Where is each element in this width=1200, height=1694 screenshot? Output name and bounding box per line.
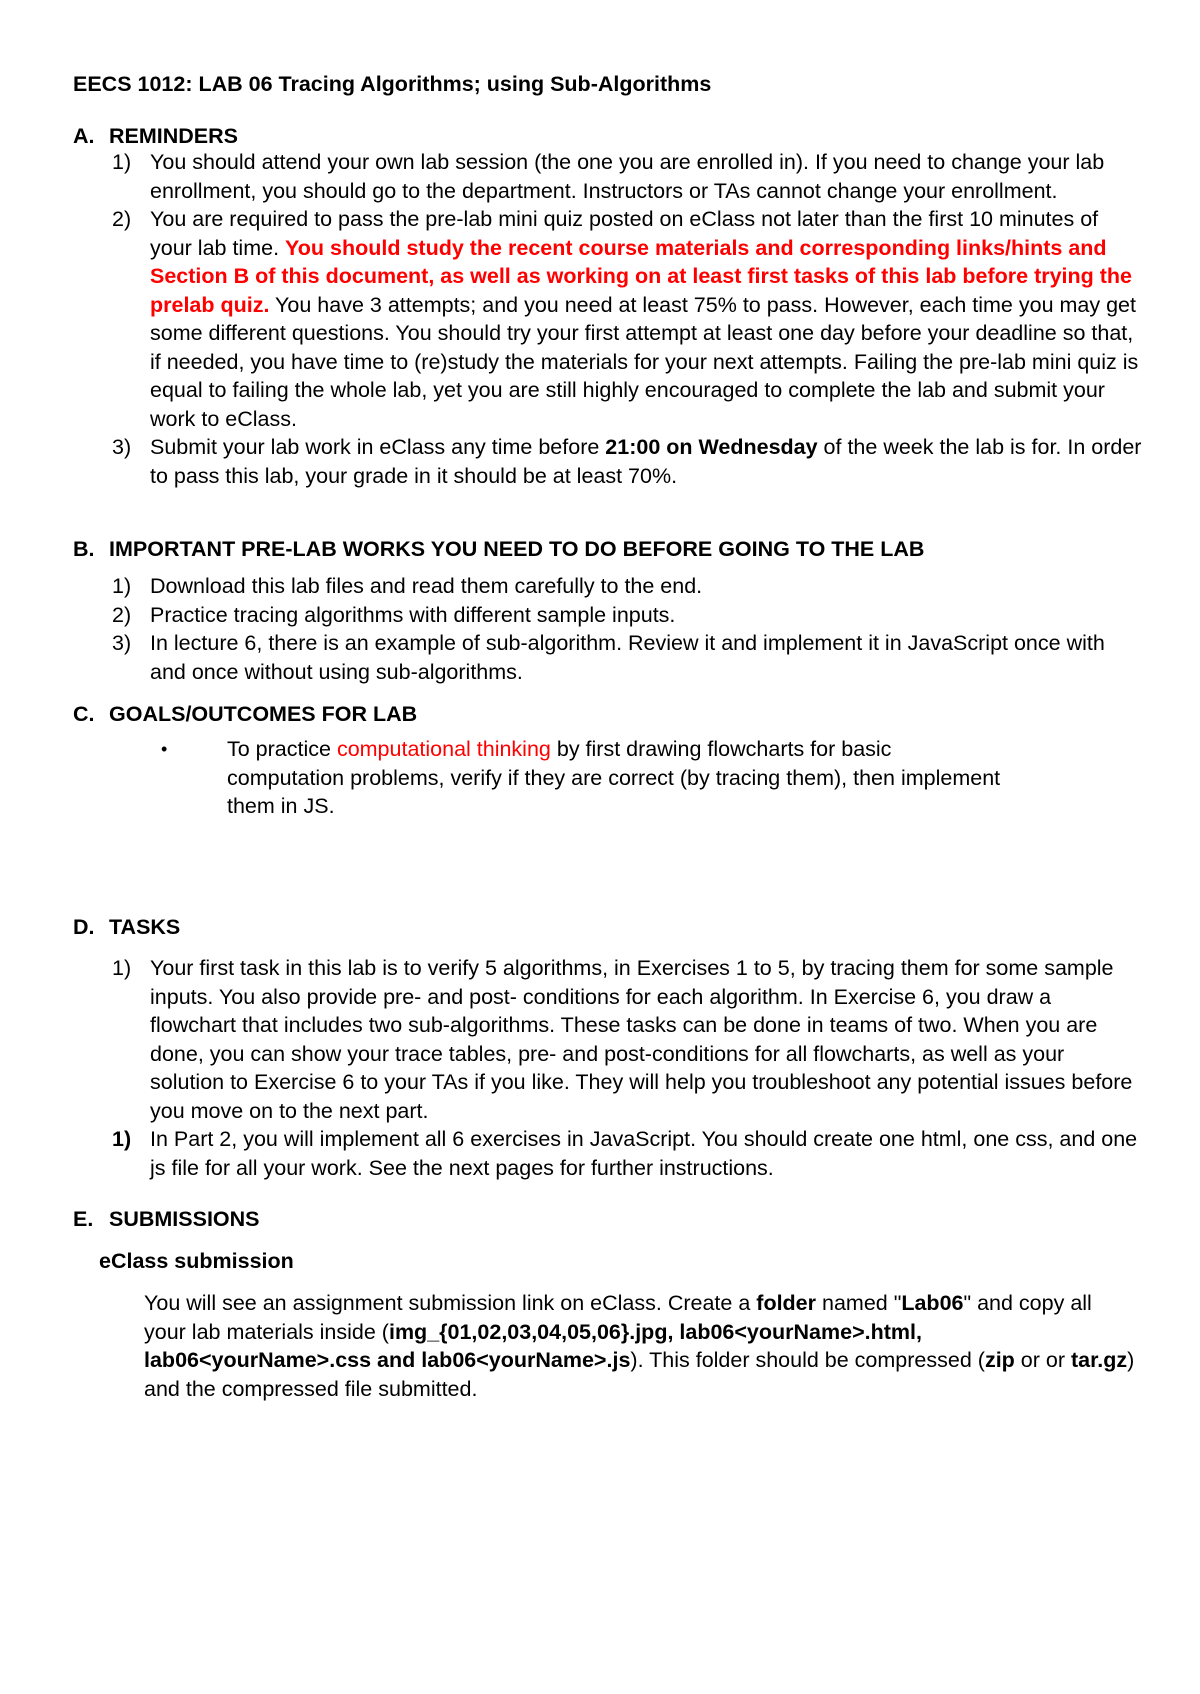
bullet-icon: • xyxy=(161,739,168,759)
highlight-text: You should study the recent course materials and corresponding links/hints and Section B of this document, as well as working on at least first tasks of this lab before trying the prelab quiz. xyxy=(150,235,1133,317)
list-item xyxy=(112,629,1142,686)
deadline-text: 21:00 on Wednesday xyxy=(605,435,818,459)
section-title: TASKS xyxy=(109,915,181,939)
text-run: of the week the lab is for. In order to pass this lab, your grade in it should be at least 70%. xyxy=(150,435,1142,488)
item-number: 2) xyxy=(112,602,132,627)
list-item xyxy=(112,572,1142,601)
item-number: 3) xyxy=(112,631,132,655)
section-e-heading xyxy=(73,1205,260,1234)
document-title: EECS 1012: LAB 06 Tracing Algorithms; using Sub-Algorithms xyxy=(73,72,712,96)
section-title: GOALS/OUTCOMES FOR LAB xyxy=(109,702,418,726)
list-item xyxy=(112,433,1142,490)
bold-text: folder xyxy=(756,1291,817,1315)
text-run: by first drawing flowcharts for basic computation problems, verify if they are correct (by tracing them), then implement them in JS. xyxy=(227,737,1001,818)
text-run: You have 3 attempts; and you need at least 75% to pass. However, each time you may get some different questions. You should try your first attempt at least one day before your deadline so that, if needed, you have time to (re)study the materials for your next attempts. Failing the pre-lab mini quiz is equal to failing the whole lab, yet you are still highly encouraged to complete the lab and submit your work to eClass. xyxy=(150,292,1139,431)
item-number: 2) xyxy=(112,207,132,231)
section-b-list xyxy=(112,572,1142,686)
item-text xyxy=(227,735,1007,821)
highlight-text: computational thinking xyxy=(336,737,551,761)
section-letter: E. xyxy=(73,1207,94,1231)
list-item xyxy=(112,1125,1142,1182)
bold-text: img_{01,02,03,04,05,06}.jpg, lab06<yourName>.html, lab06<yourName>.css and lab06<yourName>.js xyxy=(144,1319,922,1372)
item-text xyxy=(150,205,1142,433)
item-text: In lecture 6, there is an example of sub-algorithm. Review it and implement it in JavaScript once with and once without using sub-algorithms. xyxy=(150,631,1105,684)
item-number: 1) xyxy=(112,956,132,980)
submission-paragraph xyxy=(144,1289,1139,1403)
bold-text: zip xyxy=(984,1348,1015,1372)
section-title: SUBMISSIONS xyxy=(109,1207,260,1231)
item-text: Practice tracing algorithms with different sample inputs. xyxy=(150,602,676,627)
item-number: 1) xyxy=(112,150,132,174)
item-text: In Part 2, you will implement all 6 exercises in JavaScript. You should create one html, one css, and one js file for all your work. See the next pages for further instructions. xyxy=(150,1127,1138,1180)
section-a-list xyxy=(112,148,1142,490)
section-letter: C. xyxy=(73,702,95,726)
text-run: You are required to pass the pre-lab mini quiz posted on eClass not later than the first 10 minutes of your lab time. xyxy=(150,207,1099,260)
eclass-submission-subheading: eClass submission xyxy=(99,1249,294,1273)
list-item xyxy=(112,205,1142,433)
text-run: ) and the compressed file submitted. xyxy=(144,1348,1135,1401)
section-title: REMINDERS xyxy=(109,124,239,148)
section-b-heading xyxy=(73,535,924,564)
text-run: To practice xyxy=(227,737,337,761)
section-d-list xyxy=(112,954,1142,1182)
item-text xyxy=(150,433,1142,490)
text-run: " and copy all your lab materials inside ( xyxy=(144,1291,1092,1344)
item-number: 3) xyxy=(112,435,132,459)
section-letter: D. xyxy=(73,915,95,939)
section-a-heading xyxy=(73,122,238,151)
item-text: Download this lab files and read them carefully to the end. xyxy=(150,574,703,598)
list-item xyxy=(112,148,1142,205)
section-c-heading xyxy=(73,700,417,729)
goal-bullet-item xyxy=(157,735,1007,821)
list-item xyxy=(112,954,1142,1125)
text-run: named " xyxy=(816,1291,902,1315)
text-run: You will see an assignment submission link on eClass. Create a xyxy=(144,1291,757,1315)
item-text: You should attend your own lab session (the one you are enrolled in). If you need to change your lab enrollment, you should go to the department. Instructors or TAs cannot change your enrollment. xyxy=(150,150,1105,203)
item-text: Your first task in this lab is to verify 5 algorithms, in Exercises 1 to 5, by tracing them for some sample inputs. You also provide pre- and post- conditions for each algorithm. In Exercise 6, you draw a flowchart that includes two sub-algorithms. These tasks can be done in teams of two. When you are done, you can show your trace tables, pre- and post-conditions for all flowcharts, as well as your solution to Exercise 6 to your TAs if you like. They will help you troubleshoot any potential issues before you move on to the next part. xyxy=(150,956,1133,1123)
text-run: ). This folder should be compressed ( xyxy=(630,1348,985,1372)
section-title: IMPORTANT PRE-LAB WORKS YOU NEED TO DO BEFORE GOING TO THE LAB xyxy=(109,537,925,561)
text-run: Submit your lab work in eClass any time before xyxy=(150,435,606,459)
section-letter: B. xyxy=(73,537,95,561)
bold-text: Lab06 xyxy=(901,1291,964,1315)
item-number: 1) xyxy=(112,574,132,598)
bold-text: tar.gz xyxy=(1070,1348,1128,1372)
item-number: 1) xyxy=(112,1127,132,1151)
text-run: or or xyxy=(1014,1348,1071,1372)
section-letter: A. xyxy=(73,124,95,148)
section-d-heading xyxy=(73,913,180,942)
list-item xyxy=(112,601,1142,630)
